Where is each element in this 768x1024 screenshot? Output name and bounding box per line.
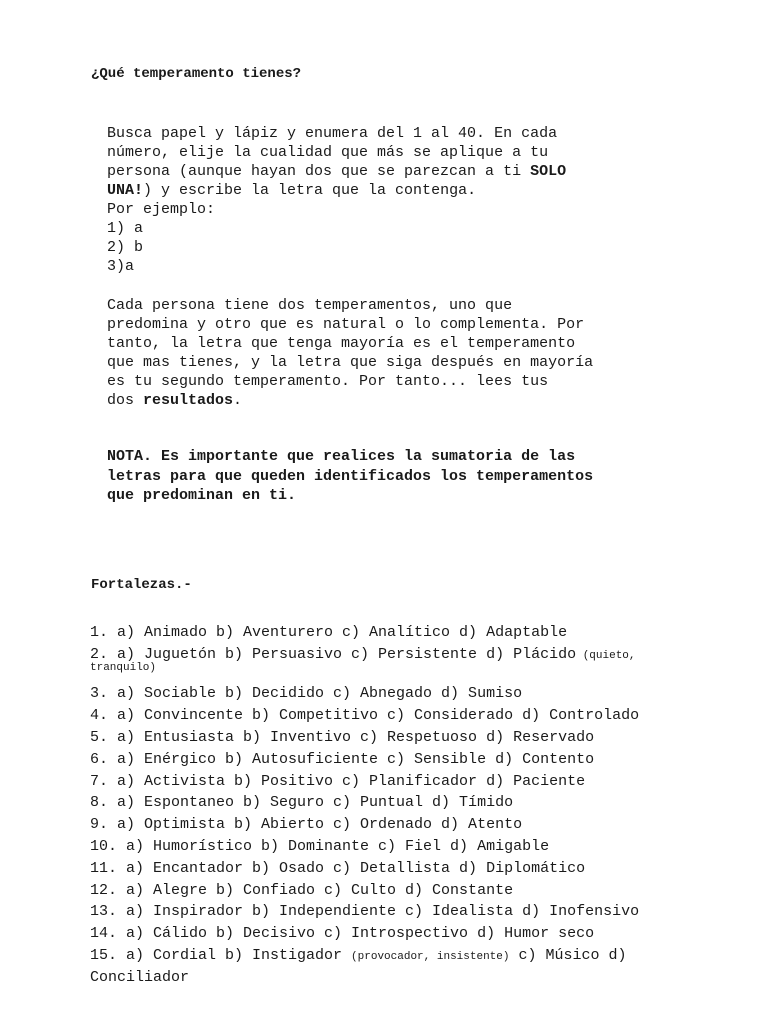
list-item	[90, 644, 710, 666]
explanation-block	[107, 296, 593, 410]
note-block	[107, 447, 593, 506]
explanation-line: tanto, la letra que tenga mayoría es el temperamento	[107, 335, 576, 352]
list-item-note-continuation: tranquilo)	[90, 661, 157, 674]
example-line: 1) a	[107, 220, 144, 237]
list-item: 12. a) Alegre b) Confiado c) Culto d) Constante	[90, 881, 514, 899]
list-item: 14. a) Cálido b) Decisivo c) Introspectivo d) Humor seco	[90, 925, 595, 943]
list-item-note: (provocador, insistente)	[351, 950, 510, 963]
instructions-text: persona (aunque hayan dos que se parezcan a ti	[107, 163, 531, 180]
explanation-line	[107, 391, 593, 410]
instructions-line: número, elije la cualidad que más se aplique a tu	[107, 144, 549, 161]
page-title: ¿Qué temperamento tienes?	[91, 66, 302, 82]
list-item: 5. a) Entusiasta b) Inventivo c) Respetuoso d) Reservado	[90, 728, 595, 746]
list-item: 6. a) Enérgico b) Autosuficiente c) Sensible d) Contento	[90, 750, 595, 768]
explanation-text: dos	[107, 392, 144, 409]
instructions-line: Busca papel y lápiz y enumera del 1 al 40. En cada	[107, 125, 558, 142]
emphasis-text: UNA!	[107, 182, 144, 199]
section-heading: Fortalezas.-	[91, 577, 192, 593]
list-item: 8. a) Espontaneo b) Seguro c) Puntual d) Tímido	[90, 794, 514, 812]
instructions-text: ) y escribe la letra que la contenga.	[143, 182, 477, 199]
list-item: 1. a) Animado b) Aventurero c) Analítico d) Adaptable	[90, 624, 568, 641]
list-item-note: (quieto,	[576, 649, 636, 662]
example-line: 2) b	[107, 239, 144, 256]
emphasis-text: SOLO	[530, 163, 567, 180]
list-item: 9. a) Optimista b) Abierto c) Ordenado d) Atento	[90, 816, 523, 834]
instructions-line	[107, 162, 566, 181]
list-item	[90, 945, 710, 967]
list-item: 7. a) Activista b) Positivo c) Planificador d) Paciente	[90, 772, 586, 790]
list-item-text: 2. a) Juguetón b) Persuasivo c) Persistente d) Plácido	[90, 645, 577, 663]
note-line: que predominan en ti.	[107, 487, 297, 504]
explanation-line: es tu segundo temperamento. Por tanto... lees tus	[107, 373, 549, 390]
list-item: 13. a) Inspirador b) Independiente c) Idealista d) Inofensivo	[90, 903, 640, 921]
list-item: 3. a) Sociable b) Decidido c) Abnegado d) Sumiso	[90, 685, 523, 703]
list-item: 4. a) Convincente b) Competitivo c) Considerado d) Controlado	[90, 707, 640, 725]
explanation-line: predomina y otro que es natural o lo complementa. Por	[107, 316, 585, 333]
list-item: 10. a) Humorístico b) Dominante c) Fiel d) Amigable	[90, 837, 550, 855]
explanation-line: Cada persona tiene dos temperamentos, uno que	[107, 297, 513, 314]
instructions-block	[107, 124, 566, 276]
explanation-text: .	[233, 392, 243, 409]
list-item-text: c) Músico d)	[509, 946, 627, 964]
note-line: letras para que queden identificados los temperamentos	[107, 467, 594, 485]
list-item: 11. a) Encantador b) Osado c) Detallista d) Diplomático	[90, 859, 586, 877]
explanation-line: que mas tienes, y la letra que siga después en mayoría	[107, 354, 594, 371]
strengths-list	[90, 622, 710, 989]
example-label: Por ejemplo:	[107, 201, 216, 218]
example-line: 3)a	[107, 258, 135, 275]
list-item-continuation: Conciliador	[90, 968, 190, 986]
list-item-text: 15. a) Cordial b) Instigador	[90, 946, 352, 964]
note-line: NOTA. Es importante que realices la sumatoria de las	[107, 448, 576, 465]
emphasis-text: resultados	[143, 392, 234, 409]
instructions-line	[107, 181, 566, 200]
